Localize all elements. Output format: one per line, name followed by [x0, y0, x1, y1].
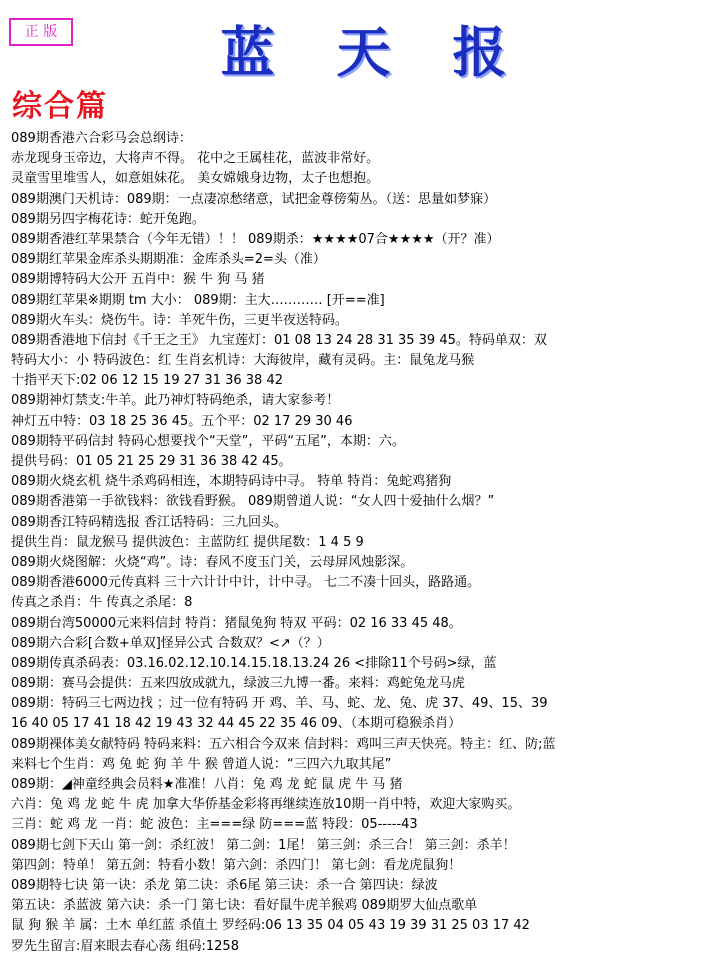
text-line: 089期另四字梅花诗：蛇开兔跑。	[11, 211, 205, 227]
text-line: 赤龙现身玉帝边，大将声不得。 花中之王属桂花，蓝波非常好。	[11, 151, 380, 167]
text-line: 提供生肖：鼠龙猴马 提供波色：主蓝防红 提供尾数：1 4 5 9	[11, 534, 364, 550]
text-line: 089期红苹果※期期 tm 大小： 089期：主大………… [开==准]	[11, 292, 385, 308]
text-line: 089期香港六合彩马会总纲诗：	[11, 131, 192, 146]
text-line: 089期火烧图解：火烧“鸡”。诗：春风不度玉门关，云母屏风烛影深。	[11, 554, 414, 570]
text-line: 089期台湾50000元来料信封 特肖：猪鼠兔狗 特双 平码：02 16 33 45 48。	[11, 615, 462, 631]
text-line: 089期红苹果金库杀头期期准：金库杀头=2=头（准）	[11, 252, 326, 268]
text-line: 灵童雪里堆雪人，如意姐妹花。 美女嫦娥身边物，太子也想抱。	[11, 171, 380, 187]
text-line: 来料七个生肖：鸡 兔 蛇 狗 羊 牛 猴 曾道人说：“三四六九取其尾”	[11, 756, 392, 772]
text-line: 提供号码：01 05 21 25 29 31 36 38 42 45。	[11, 454, 292, 469]
text-line: 16 40 05 17 41 18 42 19 43 32 44 45 22 35 46 09、（本期可稳猴杀肖）	[11, 716, 462, 732]
text-line: 089期六合彩[合数+单双]怪异公式 合数双？<↗（？）	[11, 635, 330, 651]
text-line: 089期特平码信封 特码心想要找个“天堂”，平码“五尾”，本期：六。	[11, 433, 405, 449]
text-line: 089期传真杀码表：03.16.02.12.10.14.15.18.13.24 26 <排除11个号码>绿，蓝	[11, 655, 497, 671]
text-line: 089期：◢神童经典会员料★准准！八肖：兔 鸡 龙 蛇 鼠 虎 牛 马 猪	[11, 777, 403, 792]
text-line: 传真之杀肖：牛 传真之杀尾：8	[11, 595, 193, 611]
text-line: 特码大小：小 特码波色：红 生肖玄机诗：大海彼岸，藏有灵码。主：鼠兔龙马猴	[11, 353, 475, 369]
text-line: 089期特七诀 第一诀：杀龙 第二诀：杀6尾 第三诀：杀一合 第四诀：绿波	[11, 877, 438, 893]
text-line: 罗先生留言:眉来眼去春心荡 组码:1258	[11, 938, 239, 954]
text-line: 089期博特码大公开 五肖中：猴 牛 狗 马 猪	[11, 272, 265, 288]
text-line: 089期香港6000元传真料 三十六计计中计，计中寻。 七二不凑十回头，路路通。	[11, 575, 481, 591]
section-title: 综合篇	[12, 89, 108, 124]
text-line: 089期：赛马会提供：五来四放成就九，绿波三九博一番。来料：鸡蛇兔龙马虎	[11, 676, 465, 692]
text-line: 三肖：蛇 鸡 龙 一肖：蛇 波色：主===绿 防===蓝 特段：05-----43	[11, 817, 418, 833]
content-lines	[11, 129, 723, 957]
text-line: 十指平天下:02 06 12 15 19 27 31 36 38 42	[11, 373, 283, 389]
text-line: 089期裸体美女献特码 特码来料：五六相合今双来 信封料：鸡叫三声天快亮。特主：红、防;蓝	[11, 736, 556, 752]
text-line: 089期香港地下信封《千王之王》 九宝莲灯：01 08 13 24 28 31 35 39 45。特码单双：双	[11, 332, 547, 348]
text-line: 六肖：兔 鸡 龙 蛇 牛 虎 加拿大华侨基金彩将再继续连放10期一肖中特，欢迎大家购买。	[11, 797, 521, 813]
text-line: 089期：特码三七两边找 ；过一位有特码 开 鸡、羊、马、蛇、龙、兔、虎 37、49、15、39	[11, 696, 548, 712]
text-line: 089期香港红苹果禁合（今年无错）！！ 089期杀：★★★★07合★★★★（开？准）	[11, 231, 500, 247]
text-line: 089期神灯禁支:牛羊。此乃神灯特码绝杀，请大家参考！	[11, 393, 340, 409]
text-line: 神灯五中特：03 18 25 36 45。五个平：02 17 29 30 46	[11, 413, 353, 429]
text-line: 089期七剑下天山 第一剑：杀红波！ 第二剑：1尾！ 第三剑：杀三合！ 第三剑：杀羊！	[11, 837, 516, 853]
text-line: 089期火车头：烧伤牛。诗：羊死牛伤，三更半夜送特码。	[11, 312, 348, 328]
text-line: 鼠 狗 猴 羊 属：土木 单红蓝 杀值土 罗经码:06 13 35 04 05 43 19 39 31 25 03 17 42	[11, 918, 530, 934]
text-line: 第四剑：特单！ 第五剑：特看小数！第六剑：杀四门！ 第七剑：看龙虎鼠狗！	[11, 857, 462, 873]
text-line: 第五诀：杀蓝波 第六诀：杀一门 第七诀：看好鼠牛虎羊猴鸡 089期罗大仙点歌单	[11, 898, 478, 914]
newspaper-title: 蓝天报	[220, 20, 569, 84]
text-line: 089期火烧玄机 烧牛杀鸡码相连，本期特码诗中寻。 特单 特肖：兔蛇鸡猪狗	[11, 474, 452, 490]
text-line: 089期香港第一手欲钱料：欲钱看野猴。 089期曾道人说：“女人四十爱抽什么烟？”	[11, 494, 495, 510]
authentic-badge: 正 版	[9, 18, 73, 46]
text-line: 089期澳门天机诗：089期：一点凄凉愁绪意，试把金尊傍菊丛。（送：思量如梦寐）	[11, 191, 497, 207]
text-line: 089期香江特码精选报 香江话特码：三九回头。	[11, 514, 287, 530]
